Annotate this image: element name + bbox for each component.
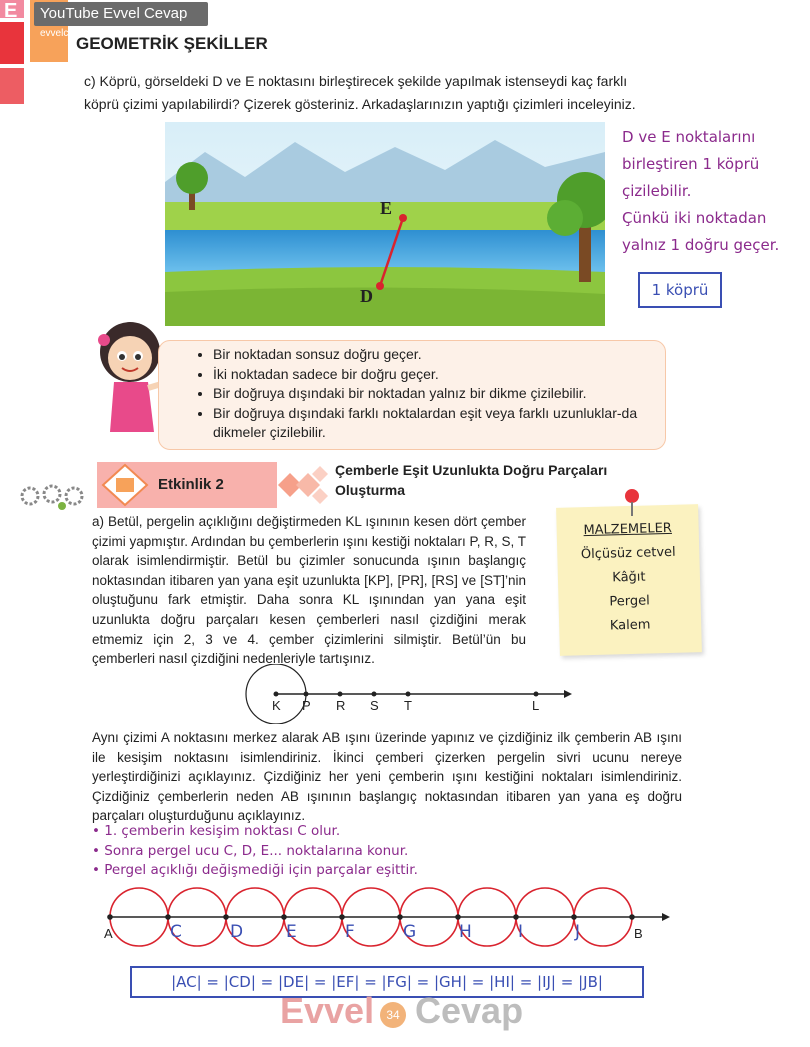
ray-point-g: G (403, 922, 417, 942)
equality-box: |AC| = |CD| = |DE| = |EF| = |FG| = |GH| = |HI| = |IJ| = |JB| (130, 966, 644, 998)
activity-icon (100, 462, 150, 508)
corner-red-bar (0, 22, 24, 64)
ray-label-r: R (336, 698, 346, 713)
info-item: • Bir doğruya dışındaki farklı noktalardan eşit veya farklı uzunluklar-da dikmeler çizilebilir. (213, 404, 665, 443)
materials-title: MALZEMELER (583, 520, 673, 539)
activity-diamond-pattern (268, 462, 334, 508)
note-line: birleştiren 1 köprü (622, 155, 760, 173)
note-line: D ve E noktalarını (622, 128, 756, 146)
river-landscape-image (165, 122, 605, 326)
note-line: Çünkü iki noktadan (622, 209, 767, 227)
materials-item: Kalem (609, 617, 651, 634)
info-box (158, 340, 666, 450)
ray-point-h: H (459, 922, 472, 942)
pushpin-icon (622, 488, 642, 518)
ray-label-b: B (634, 926, 643, 941)
ray-point-j: J (575, 922, 581, 942)
info-item: • İki noktadan sadece bir doğru geçer. (213, 365, 665, 385)
ray-point-d: D (230, 922, 244, 942)
point-e-label: E (380, 198, 393, 218)
activity-title-line2: Oluşturma (335, 482, 406, 498)
ray-label-s: S (370, 698, 379, 713)
footer-watermark-right: Cevap (415, 990, 524, 1031)
youtube-watermark: YouTube Evvel Cevap (34, 2, 208, 26)
ray-label-p: P (302, 698, 311, 713)
handwritten-bullet: • Sonra pergel ucu C, D, E... noktalarına konur. (92, 842, 409, 859)
part-b-text: Aynı çizimi A noktasını merkez alarak AB ışını üzerinde yapınız ve çizdiğiniz ilk çemberin AB ışını ile kesişim noktasını isimlendiriniz. İkinci çemberi çizerken pergelin sivri ucunu nereye yerleştirdiğinizi açıklayınız. Çizdiğiniz her yeni çemberin ışını kestiğini noktaları isimlendiriniz. Çizdiğiniz çemberlerin neden AB ışınının başlangıç noktasından itibaren yan yana eş doğru parçaları oluşturduğunu açıklayınız. (92, 730, 682, 824)
question-c-line2: köprü çizimi yapılabilirdi? Çizerek gösteriniz. Arkadaşlarınızın yaptığı çizimleri inceleyiniz. (84, 96, 636, 112)
question-c (84, 70, 704, 116)
page-number: 34 (380, 1002, 406, 1028)
ray-ab-diagram (100, 880, 672, 960)
ray-kl-diagram (240, 664, 572, 724)
materials-item: Pergel (609, 593, 650, 610)
ray-label-t: T (404, 698, 412, 713)
activity-label: Etkinlik 2 (158, 476, 224, 493)
section-title: GEOMETRİK ŞEKİLLER (76, 34, 268, 53)
ray-point-e: E (286, 922, 297, 942)
ray-point-f: F (345, 922, 355, 942)
info-item: • Bir noktadan sonsuz doğru geçer. (213, 345, 665, 365)
ray-label-k: K (272, 698, 281, 713)
part-a-text: a) Betül, pergelin açıklığını değiştirmeden KL ışınının kesen dört çember çizimi yapmıştır. Ardından bu çemberlerin ışını kestiği noktaları P, R, S, T olarak isimlendirmiştir. Betül bu çizimler sonucunda ışının başlangıç noktasından itibaren yan yana eşit uzunlukta [KP], [PR], [RS] ve [ST]’nin oluştuğunu fark etmiştir. Daha sonra KL ışınından yan yana eşit uzunlukta doğru parçaları kesen çemberleri nasıl çizdiğini merak etmemiz için 2, 3 ve 4. çember çizimlerini silmiştir. Betül’ün bu çemberleri nasıl çizdiğini nedenleriyle tartışınız. (92, 514, 526, 667)
handwritten-bullet: • 1. çemberin kesişim noktası C olur. (92, 823, 341, 839)
info-list (159, 345, 665, 443)
gears-icon (18, 478, 92, 514)
handwritten-bullet: • Pergel açıklığı değişmediği için parçalar eşittir. (92, 862, 418, 878)
ray-point-i: I (518, 922, 524, 942)
handwritten-answer-note (622, 124, 807, 259)
corner-letter: E (4, 0, 18, 22)
answer-box: 1 köprü (638, 272, 722, 308)
ray-point-c: C (170, 922, 182, 942)
note-line: çizilebilir. (622, 182, 692, 200)
site-watermark: evvelcevap.com (40, 28, 112, 39)
ray-label-l: L (532, 698, 540, 713)
corner-red-bar-lower (0, 68, 24, 104)
ray-label-a: A (104, 926, 113, 941)
materials-item: Kâğıt (612, 569, 646, 586)
activity-title-line1: Çemberle Eşit Uzunlukta Doğru Parçaları (335, 462, 608, 478)
note-line: yalnız 1 doğru geçer. (622, 236, 780, 254)
info-item: • Bir doğruya dışındaki bir noktadan yalnız bir dikme çizilebilir. (213, 384, 665, 404)
point-d-label: D (360, 286, 373, 306)
materials-note (556, 504, 702, 656)
question-c-line1: c) Köprü, görseldeki D ve E noktasını birleştirecek şekilde yapılmak istenseydi kaç farklı (84, 73, 628, 89)
footer-watermark-left: Evvel (280, 990, 375, 1031)
handwritten-bullets (92, 822, 418, 881)
activity-title (335, 460, 607, 500)
materials-item: Ölçüsüz cetvel (580, 544, 676, 563)
